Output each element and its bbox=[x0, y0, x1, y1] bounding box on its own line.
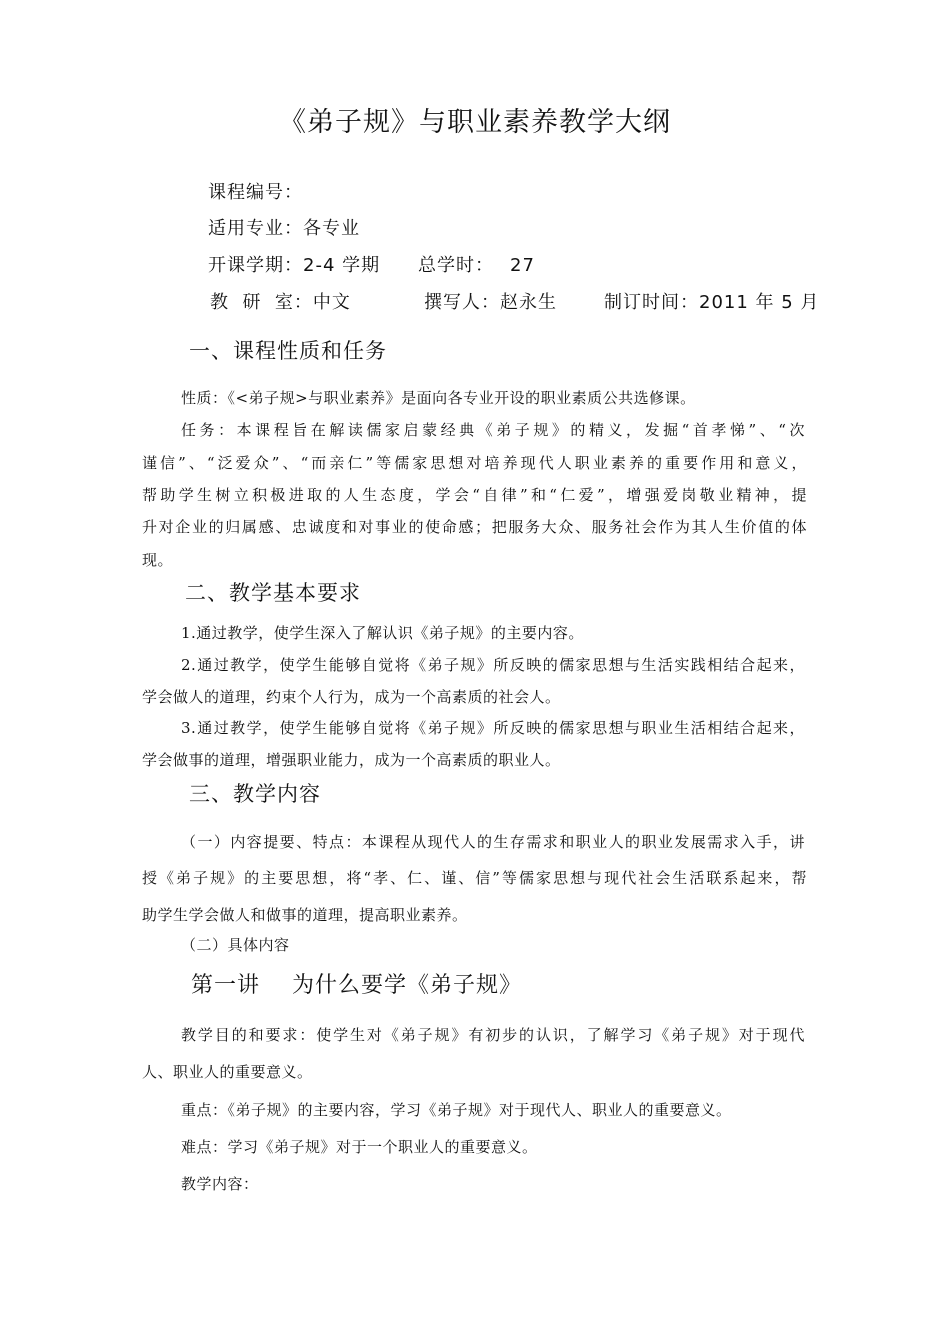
requirement-2-line-1: 2.通过教学，使学生能够自觉将《弟子规》所反映的儒家思想与生活实践相结合起来， bbox=[181, 656, 805, 674]
course-task-line-3: 帮助学生树立积极进取的人生态度，学会“自律”和“仁爱”，增强爱岗敬业精神，提 bbox=[142, 486, 807, 504]
course-task-line-4: 升对企业的归属感、忠诚度和对事业的使命感；把服务大众、服务社会作为其人生价值的体 bbox=[142, 518, 807, 536]
course-nature: 性质：《<弟子规>与职业素养》是面向各专业开设的职业素质公共选修课。 bbox=[181, 389, 696, 407]
department: 教 研 室：中文 bbox=[210, 292, 351, 313]
total-hours-label: 总学时： bbox=[418, 255, 494, 276]
lecture-1-difficulty: 难点：学习《弟子规》对于一个职业人的重要意义。 bbox=[181, 1138, 538, 1156]
lecture-1-heading: 第一讲 为什么要学《弟子规》 bbox=[191, 973, 522, 998]
lecture-1-content-label: 教学内容： bbox=[181, 1175, 259, 1193]
lecture-1-goal-line-2: 人、职业人的重要意义。 bbox=[142, 1063, 313, 1081]
course-task-line-5: 现。 bbox=[142, 551, 174, 569]
applicable-major: 适用专业：各专业 bbox=[208, 218, 360, 239]
requirement-2-line-2: 学会做人的道理，约束个人行为，成为一个高素质的社会人。 bbox=[142, 688, 561, 706]
requirement-1: 1.通过教学，使学生深入了解认识《弟子规》的主要内容。 bbox=[181, 624, 584, 642]
content-summary-line-3: 助学生学会做人和做事的道理，提高职业素养。 bbox=[142, 906, 468, 924]
section-heading-3: 三、教学内容 bbox=[189, 782, 321, 806]
document-title: 《弟子规》与职业素养教学大纲 bbox=[279, 107, 671, 138]
content-summary-line-2: 授《弟子规》的主要思想，将“孝、仁、谨、信”等儒家思想与现代社会生活联系起来，帮 bbox=[142, 869, 807, 887]
course-task-line-1: 任务：本课程旨在解读儒家启蒙经典《弟子规》的精义，发掘“首孝悌”、“次 bbox=[181, 421, 805, 439]
semester: 开课学期：2-4 学期 bbox=[208, 255, 381, 276]
course-code: 课程编号： bbox=[208, 182, 303, 203]
revision-date: 制订时间：2011 年 5 月 bbox=[604, 292, 820, 313]
lecture-1-key-point: 重点：《弟子规》的主要内容，学习《弟子规》对于现代人、职业人的重要意义。 bbox=[181, 1101, 732, 1119]
section-heading-2: 二、教学基本要求 bbox=[185, 581, 361, 605]
section-heading-1: 一、课程性质和任务 bbox=[189, 339, 387, 363]
lecture-1-goal-line-1: 教学目的和要求：使学生对《弟子规》有初步的认识，了解学习《弟子规》对于现代 bbox=[181, 1026, 805, 1044]
specific-content-label: （二）具体内容 bbox=[181, 936, 290, 954]
total-hours-value: 27 bbox=[510, 255, 535, 276]
requirement-3-line-1: 3.通过教学，使学生能够自觉将《弟子规》所反映的儒家思想与职业生活相结合起来， bbox=[181, 719, 805, 737]
requirement-3-line-2: 学会做事的道理，增强职业能力，成为一个高素质的职业人。 bbox=[142, 751, 561, 769]
course-task-line-2: 谨信”、“泛爱众”、“而亲仁”等儒家思想对培养现代人职业素养的重要作用和意义， bbox=[142, 454, 807, 472]
author: 撰写人：赵永生 bbox=[424, 292, 557, 313]
content-summary-line-1: （一）内容提要、特点：本课程从现代人的生存需求和职业人的职业发展需求入手，讲 bbox=[181, 833, 805, 851]
